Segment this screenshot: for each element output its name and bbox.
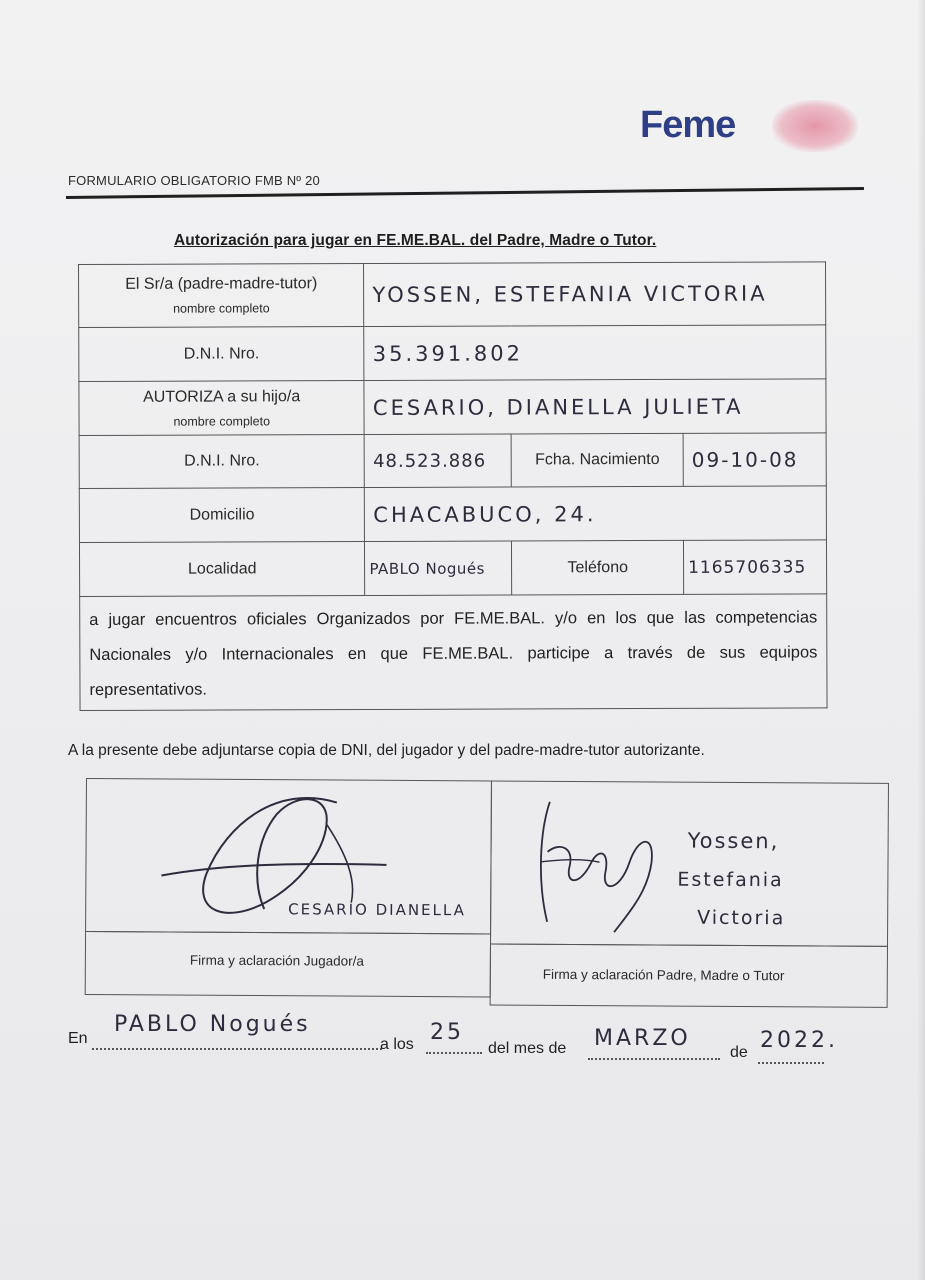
mes-label: del mes de	[488, 1040, 567, 1057]
en-label: En	[68, 1030, 88, 1047]
child-label-cell	[79, 381, 365, 436]
guardian-name-field[interactable]: YOSSEN, ESTEFANIA VICTORIA	[364, 262, 826, 327]
guardian-signature-area[interactable]	[490, 780, 889, 946]
birth-date-field[interactable]: 09-10-08	[683, 433, 826, 486]
guardian-clarification-line-2: Estefania	[677, 868, 784, 892]
authorization-paragraph: a jugar encuentros oficiales Organizados por FE.ME.BAL. y/o en los que las competencias Nacionales y/o Internacionales en que FE.ME.BAL. participe a través de sus equipos representativos.	[80, 594, 827, 711]
authorization-table	[78, 261, 828, 711]
table-row	[79, 540, 826, 597]
place-date-line	[68, 1012, 868, 1072]
guardian-signature-graphic	[519, 792, 670, 943]
child-sublabel: nombre completo	[173, 413, 271, 429]
locality-field[interactable]: PABLO Nogués	[365, 541, 512, 596]
birth-date-label: Fcha. Nacimiento	[511, 433, 683, 487]
guardian-sublabel: nombre completo	[173, 301, 270, 316]
player-caption-cell	[85, 931, 491, 997]
guardian-dni-label: D.N.I. Nro.	[79, 327, 365, 382]
phone-field[interactable]: 1165706335	[683, 540, 826, 594]
table-row	[79, 262, 826, 328]
guardian-caption: Firma y aclaración Padre, Madre o Tutor	[542, 966, 785, 984]
year-dots	[758, 1062, 824, 1064]
table-row	[79, 433, 826, 489]
child-dni-field[interactable]: 48.523.886	[364, 434, 511, 488]
address-field[interactable]: CHACABUCO, 24.	[365, 486, 827, 542]
player-caption: Firma y aclaración Jugador/a	[189, 952, 365, 969]
phone-label: Teléfono	[512, 540, 684, 595]
player-clarification: CESARIO DIANELLA	[288, 900, 466, 920]
a-los-label: a los	[380, 1036, 414, 1053]
guardian-dni-field[interactable]: 35.391.802	[364, 325, 826, 381]
child-label: AUTORIZA a su hijo/a	[143, 387, 301, 406]
month-field[interactable]: MARZO	[594, 1026, 691, 1051]
year-field[interactable]: 2022.	[760, 1028, 838, 1053]
day-dots	[426, 1052, 482, 1054]
attachment-note: A la presente debe adjuntarse copia de DNI, del jugador y del padre-madre-tutor autorizante.	[68, 742, 705, 759]
guardian-label: El Sr/a (padre-madre-tutor)	[125, 275, 318, 293]
femebal-logo	[640, 100, 860, 160]
child-name-field[interactable]: CESARIO, DIANELLA JULIETA	[364, 379, 826, 435]
month-dots	[588, 1058, 720, 1060]
address-label: Domicilio	[79, 488, 365, 543]
guardian-label-cell	[79, 264, 365, 328]
signature-box	[85, 778, 890, 1009]
table-row	[79, 486, 826, 543]
day-field[interactable]: 25	[430, 1020, 464, 1045]
table-row	[80, 594, 827, 711]
locality-label: Localidad	[79, 542, 365, 597]
place-field[interactable]: PABLO Nogués	[114, 1012, 311, 1037]
table-row	[79, 325, 826, 382]
header-rule	[66, 187, 864, 199]
place-dots	[92, 1048, 382, 1050]
guardian-clarification-line-1: Yossen,	[687, 828, 780, 854]
table-row	[79, 379, 826, 436]
logo-stamp	[772, 100, 858, 152]
guardian-clarification-line-3: Victoria	[697, 906, 786, 930]
guardian-caption-cell	[490, 943, 888, 1007]
logo-text: Feme	[640, 104, 736, 146]
document-title: Autorización para jugar en FE.ME.BAL. del Padre, Madre o Tutor.	[174, 232, 657, 249]
child-dni-label: D.N.I. Nro.	[79, 435, 365, 489]
form-code: FORMULARIO OBLIGATORIO FMB Nº 20	[68, 173, 320, 188]
de-label: de	[730, 1044, 748, 1061]
player-signature-area[interactable]	[85, 778, 492, 934]
